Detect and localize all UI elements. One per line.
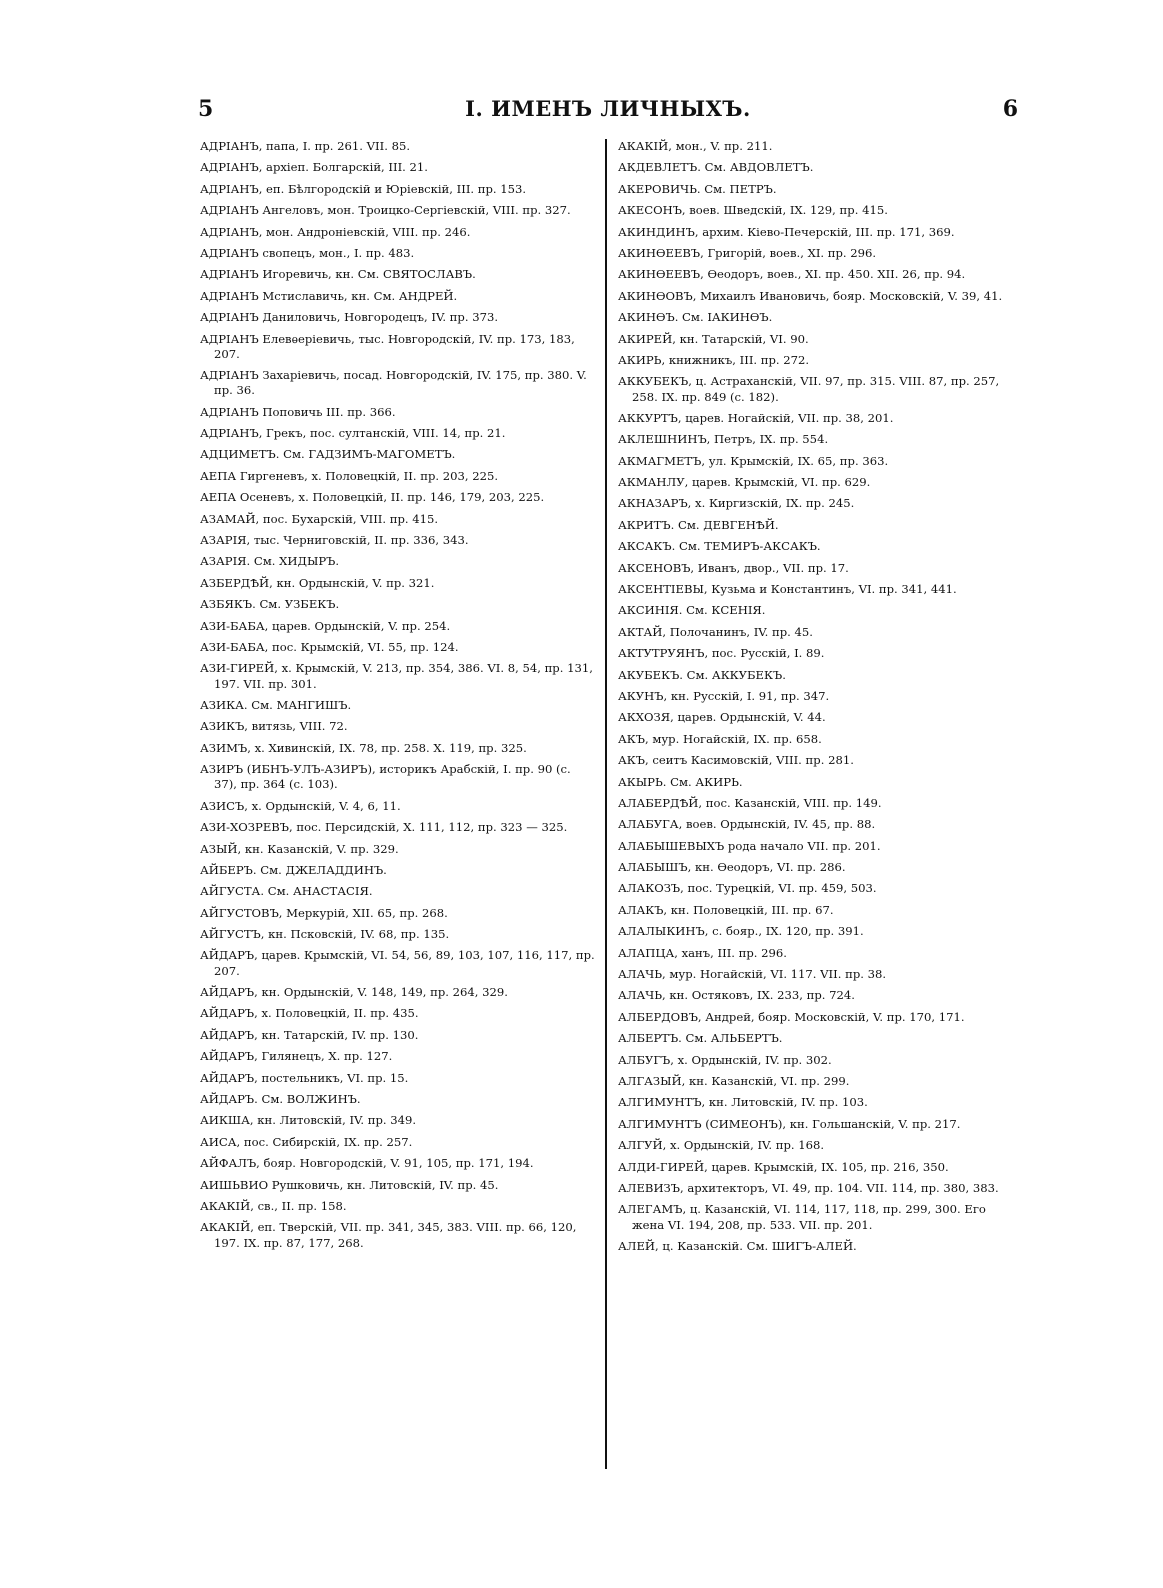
index-entry: АИСА, пос. Сибирскій, IX. пр. 257.	[200, 1134, 413, 1149]
index-entry: АЙДАРЪ, постельникъ, VI. пр. 15.	[200, 1070, 409, 1085]
index-entry: АКРИТЪ. См. ДЕВГЕНѢЙ.	[618, 517, 779, 532]
index-entry: АКЫРЬ. См. АКИРЬ.	[618, 774, 743, 789]
index-entry: АДРІАНЪ Елевѳеріевичь, тыс. Новгородскій, IV. пр. 173, 183, 207.	[200, 331, 575, 361]
right-column	[618, 139, 1014, 1260]
index-entry: АЗАРІЯ. См. ХИДЫРЪ.	[200, 554, 340, 569]
page-number-left: 5	[198, 96, 214, 122]
column-divider	[605, 139, 607, 1469]
index-entry: АЛЕВИЗЪ, архитекторъ, VI. 49, пр. 104. VII. 114, пр. 380, 383.	[618, 1180, 999, 1195]
index-entry: АЗИМЪ, х. Хивинскій, IX. 78, пр. 258. X. 119, пр. 325.	[200, 740, 527, 755]
index-entry: АКИНѲОВЪ, Михаилъ Ивановичь, бояр. Московскій, V. 39, 41.	[618, 288, 1003, 303]
index-entry: АКСИНІЯ. См. КСЕНІЯ.	[618, 603, 766, 618]
index-entry: АЛДИ-ГИРЕЙ, царев. Крымскій, IX. 105, пр. 216, 350.	[618, 1159, 949, 1174]
index-entry: АКАКІЙ, мон., V. пр. 211.	[618, 139, 773, 153]
index-entry: АИШЬВИО Рушковичь, кн. Литовскій, IV. пр. 45.	[200, 1177, 499, 1192]
index-entry: АДРІАНЪ, мон. Андроніевскій, VIII. пр. 246.	[200, 224, 471, 239]
index-entry: АКИНѲЕЕВЪ, Ѳеодоръ, воев., XI. пр. 450. XII. 26, пр. 94.	[618, 267, 966, 282]
index-entry: АКЪ, мур. Ногайскій, IX. пр. 658.	[618, 731, 822, 746]
index-entry: АКТАЙ, Полочанинъ, IV. пр. 45.	[618, 624, 813, 639]
index-entry: АДРІАНЪ Мстиславичь, кн. См. АНДРЕЙ.	[200, 288, 458, 303]
index-entry: АЛБУГЪ, х. Ордынскій, IV. пр. 302.	[618, 1052, 832, 1067]
index-entry: АЙДАРЪ, кн. Ордынскій, V. 148, 149, пр. 264, 329.	[200, 985, 508, 1000]
index-entry: АДРІАНЪ Игоревичь, кн. См. СВЯТОСЛАВЪ.	[200, 267, 476, 282]
index-entry: АЗИКЪ, витязь, VIII. 72.	[200, 719, 348, 734]
index-entry: АЛГИМУНТЪ (СИМЕОНЪ), кн. Гольшанскій, V. пр. 217.	[618, 1116, 961, 1131]
index-entry: АЗИ-ГИРЕЙ, х. Крымскій, V. 213, пр. 354, 386. VI. 8, 54, пр. 131, 197. VII. пр. 301.	[200, 661, 593, 691]
index-entry: АКДЕВЛЕТЪ. См. АВДОВЛЕТЪ.	[618, 160, 814, 175]
index-entry: АЛАКЪ, кн. Половецкій, III. пр. 67.	[618, 902, 834, 917]
page-header	[198, 96, 1018, 126]
index-entry: АЗАРІЯ, тыс. Черниговскій, II. пр. 336, 343.	[200, 533, 469, 548]
index-entry: АКЛЕШНИНЪ, Петръ, IX. пр. 554.	[618, 432, 829, 447]
index-entry: АКХОЗЯ, царев. Ордынскій, V. 44.	[618, 710, 826, 725]
index-entry: АЗИ-ХОЗРЕВЪ, пос. Персидскій, X. 111, 112, пр. 323 — 325.	[200, 820, 568, 835]
index-entry: АЙДАРЪ, кн. Татарскій, IV. пр. 130.	[200, 1027, 419, 1042]
index-entry: АДРІАНЪ, архіеп. Болгарскій, III. 21.	[200, 160, 428, 175]
index-entry: АКИНѲЪ. См. ІАКИНѲЪ.	[618, 310, 773, 325]
index-entry: АЙДАРЪ, х. Половецкій, II. пр. 435.	[200, 1006, 419, 1021]
index-entry: АКНАЗАРЪ, х. Киргизскій, IX. пр. 245.	[618, 496, 855, 511]
index-entry: АЕПА Осеневъ, х. Половецкій, II. пр. 146, 179, 203, 225.	[200, 490, 545, 505]
index-entry: АКСЕНОВЪ, Иванъ, двор., VII. пр. 17.	[618, 560, 849, 575]
index-entry: АДРІАНЪ Захаріевичь, посад. Новгородскій, IV. 175, пр. 380. V. пр. 36.	[200, 368, 587, 398]
index-entry: АДРІАНЪ свопецъ, мон., I. пр. 483.	[200, 245, 415, 260]
index-entry: АЙГУСТЪ, кн. Псковскій, IV. 68, пр. 135.	[200, 927, 450, 942]
page-number-right: 6	[1002, 96, 1018, 122]
index-entry: АЛАБЫШЪ, кн. Ѳеодоръ, VI. пр. 286.	[618, 860, 846, 875]
index-entry: АЛАЛЫКИНЪ, с. бояр., IX. 120, пр. 391.	[618, 924, 864, 939]
index-entry: АЛБЕРТЪ. См. АЛЬБЕРТЪ.	[618, 1031, 783, 1046]
index-entry: АДРІАНЪ, папа, I. пр. 261. VII. 85.	[200, 139, 411, 153]
index-entry: АДРІАНЪ Поповичь III. пр. 366.	[200, 404, 396, 419]
index-entry: АЛАПЦА, ханъ, III. пр. 296.	[618, 945, 787, 960]
index-entry: АКТУТРУЯНЪ, пос. Русскій, I. 89.	[618, 646, 825, 661]
index-entry: АЛГУЙ, х. Ордынскій, IV. пр. 168.	[618, 1138, 825, 1153]
index-entry: АЛАКОЗЪ, пос. Турецкій, VI. пр. 459, 503.	[618, 881, 877, 896]
index-entry: АКИРЬ, книжникъ, III. пр. 272.	[618, 352, 810, 367]
index-entry: АКИНѲЕЕВЪ, Григорій, воев., XI. пр. 296.	[618, 245, 877, 260]
index-entry: АКУНЪ, кн. Русскій, I. 91, пр. 347.	[618, 688, 830, 703]
index-entry: АЗБЕРДѢЙ, кн. Ордынскій, V. пр. 321.	[200, 575, 435, 590]
index-entry: АЛГАЗЫЙ, кн. Казанскій, VI. пр. 299.	[618, 1074, 850, 1088]
index-entry: АЗИ-БАБА, пос. Крымскій, VI. 55, пр. 124.	[200, 640, 459, 654]
index-entry: АКАКІЙ, св., II. пр. 158.	[200, 1198, 347, 1213]
index-entry: АЛАБУГА, воев. Ордынскій, IV. 45, пр. 88.	[618, 817, 876, 832]
index-entry: АЛГИМУНТЪ, кн. Литовскій, IV. пр. 103.	[618, 1095, 868, 1110]
index-entry: АКЪ, сеитъ Касимовскій, VIII. пр. 281.	[618, 753, 854, 768]
index-entry: АЗИКА. См. МАНГИШЪ.	[200, 697, 352, 712]
index-entry: АЛАЧЬ, кн. Остяковъ, IX. 233, пр. 724.	[618, 988, 855, 1003]
index-entry: АКМАНЛУ, царев. Крымскій, VI. пр. 629.	[618, 475, 871, 490]
index-entry: АЕПА Гиргеневъ, х. Половецкій, II. пр. 203, 225.	[200, 468, 499, 483]
index-entry: АКСАКЪ. См. ТЕМИРЪ-АКСАКЪ.	[618, 539, 821, 554]
index-entry: АДЦИМЕТЪ. См. ГАДЗИМЪ-МАГОМЕТЪ.	[200, 447, 456, 462]
index-entry: АЗАМАЙ, пос. Бухарскій, VIII. пр. 415.	[200, 511, 439, 526]
index-entry: АЙДАРЪ. См. ВОЛЖИНЪ.	[200, 1092, 361, 1107]
index-entry: АЙГУСТА. См. АНАСТАСІЯ.	[200, 884, 373, 899]
index-entry: АКМАГМЕТЪ, ул. Крымскій, IX. 65, пр. 363.	[618, 453, 889, 468]
index-entry: АЛЕГАМЪ, ц. Казанскій, VI. 114, 117, 118, пр. 299, 300. Его жена VI. 194, 208, пр. 533. VII. пр. 201.	[618, 1202, 986, 1232]
index-entry: АЗЫЙ, кн. Казанскій, V. пр. 329.	[200, 841, 399, 856]
index-entry: АККУРТЪ, царев. Ногайскій, VII. пр. 38, 201.	[618, 410, 894, 425]
index-entry: АКАКІЙ, еп. Тверскій, VII. пр. 341, 345, 383. VIII. пр. 66, 120, 197. IX. пр. 87, 177, 268.	[200, 1220, 577, 1250]
index-entry: АККУБЕКЪ, ц. Астраханскій, VII. 97, пр. 315. VIII. 87, пр. 257, 258. IX. пр. 849 (с. 182).	[618, 374, 1000, 404]
page-title: I. ИМЕНЪ ЛИЧНЫХЪ.	[465, 96, 751, 121]
index-entry: АЗИРЪ (ИБНЪ-УЛЪ-АЗИРЪ), историкъ Арабскій, I. пр. 90 (с. 37), пр. 364 (с. 103).	[200, 762, 571, 792]
index-entry: АЙГУСТОВЪ, Меркурій, XII. 65, пр. 268.	[200, 905, 448, 920]
index-entry: АКСЕНТІЕВЫ, Кузьма и Константинъ, VI. пр. 341, 441.	[618, 582, 957, 597]
index-entry: АЗИСЪ, х. Ордынскій, V. 4, 6, 11.	[200, 798, 401, 813]
index-entry: АЛАБЕРДѢЙ, пос. Казанскій, VIII. пр. 149.	[618, 795, 882, 810]
index-entry: АДРІАНЪ Ангеловъ, мон. Троицко-Сергіевскій, VIII. пр. 327.	[200, 203, 571, 218]
index-entry: АЗИ-БАБА, царев. Ордынскій, V. пр. 254.	[200, 618, 451, 633]
index-entry: АЛАБЫШЕВЫХЪ рода начало VII. пр. 201.	[618, 838, 881, 853]
index-entry: АЙДАРЪ, Гилянецъ, X. пр. 127.	[200, 1049, 393, 1064]
index-entry: АЗБЯКЪ. См. УЗБЕКЪ.	[200, 597, 340, 612]
index-entry: АДРІАНЪ Даниловичь, Новгородецъ, IV. пр. 373.	[200, 310, 499, 325]
index-entry: АДРІАНЪ, еп. Бѣлгородскій и Юріевскій, III. пр. 153.	[200, 181, 527, 196]
index-entry: АКУБЕКЪ. См. АККУБЕКЪ.	[618, 667, 786, 682]
index-entry: АКИРЕЙ, кн. Татарскій, VI. 90.	[618, 331, 809, 346]
index-entry: АКЕРОВИЧЬ. См. ПЕТРЪ.	[618, 181, 777, 196]
index-entry: АЙДАРЪ, царев. Крымскій, VI. 54, 56, 89, 103, 107, 116, 117, пр. 207.	[200, 948, 595, 978]
index-entry: АЛБЕРДОВЪ, Андрей, бояр. Московскій, V. пр. 170, 171.	[618, 1009, 965, 1024]
left-column	[200, 139, 596, 1257]
index-entry: АКИНДИНЪ, архим. Кіево-Печерскій, III. пр. 171, 369.	[618, 224, 955, 239]
index-entry: АЙФАЛЪ, бояр. Новгородскій, V. 91, 105, пр. 171, 194.	[200, 1156, 534, 1171]
index-entry: АЛАЧЬ, мур. Ногайскій, VI. 117. VII. пр. 38.	[618, 967, 887, 982]
index-entry: АДРІАНЪ, Грекъ, пос. султанскій, VIII. 14, пр. 21.	[200, 426, 506, 441]
index-entry: АИКША, кн. Литовскій, IV. пр. 349.	[200, 1113, 417, 1128]
index-entry: АЛЕЙ, ц. Казанскій. См. ШИГЪ-АЛЕЙ.	[618, 1238, 857, 1253]
index-entry: АЙБЕРЪ. См. ДЖЕЛАДДИНЪ.	[200, 862, 387, 877]
index-entry: АКЕСОНЪ, воев. Шведскій, IX. 129, пр. 415.	[618, 203, 888, 218]
